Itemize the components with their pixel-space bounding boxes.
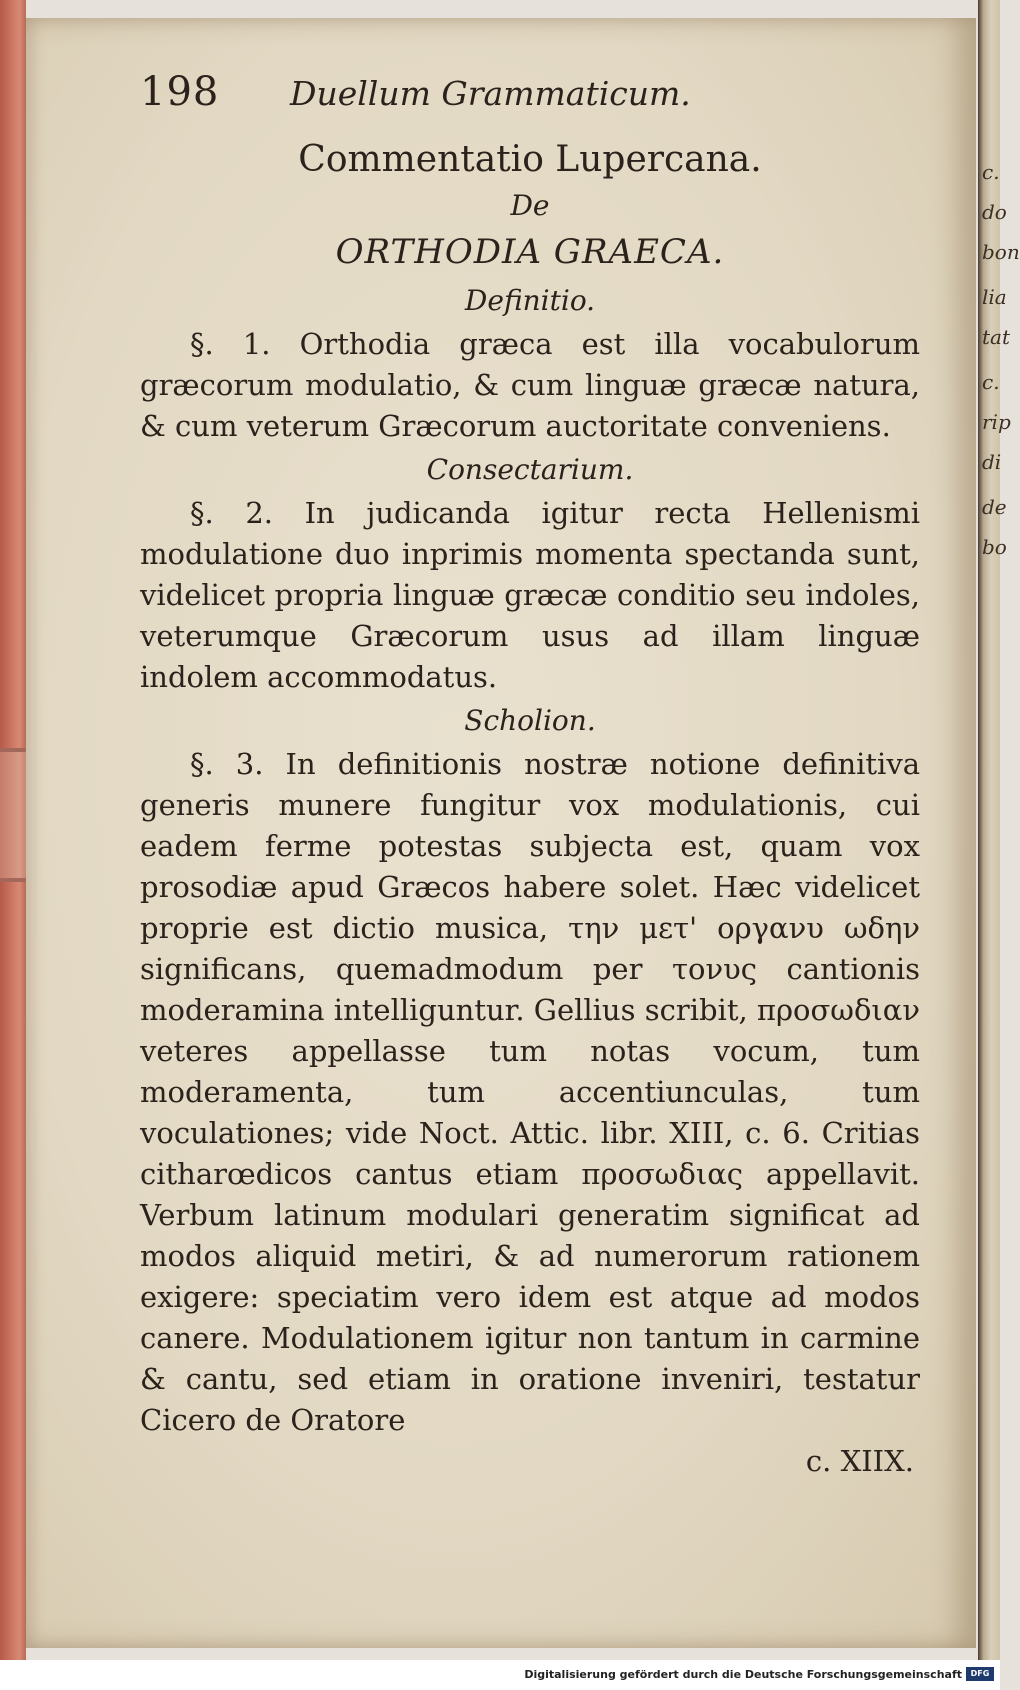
catchword: c. XIIX. [805,1444,914,1478]
page-header [140,69,920,134]
title-subject: ORTHODIA GRAECA. [335,232,725,272]
facing-page-fragment: rip [982,410,1011,434]
section-heading-definitio: Definitio. [464,284,596,317]
section-heading-scholion: Scholion. [464,704,596,737]
facing-page-fragment: do [982,200,1007,224]
page-number: 198 [140,69,220,115]
title-main: Commentatio Lupercana. [298,139,762,180]
facing-page-fragment: de [982,495,1007,519]
running-title: Duellum Grammaticum. [290,74,691,113]
paragraph-2: §. 2. In judicanda igitur recta Hellenismi modulatione duo inprimis momenta spectanda sunt, videlicet propria linguæ græcæ conditio seu indoles, veterumque Græcorum usus ad illam linguæ indolem accommodatus. [140,496,920,694]
facing-page-fragment: di [982,450,1002,474]
facing-page-fragment: bo [982,535,1007,559]
paragraph-1: §. 1. Orthodia græca est illa vocabulorum græcorum modulatio, & cum linguæ græcæ natura, & cum veterum Græcorum auctoritate conveniens. [140,327,920,443]
paragraph-3: §. 3. In definitionis nostræ notione definitiva generis munere fungitur vox modulationis, cui eadem ferme potestas subjecta est, quam vox prosodiæ apud Græcos habere solet. Hæc videlicet proprie est dictio musica, την μετ' οργανυ ωδην significans, quemadmodum per τονυς cantionis moderamina intelliguntur. Gellius scribit, προσωδιαν veteres appellasse tum notas vocum, tum moderamenta, tum accentiunculas, tum voculationes; vide Noct. Attic. libr. XIII, c. 6. Critias citharœdicos cantus etiam προσωδιας appellavit. Verbum latinum modulari generatim significat ad modos aliquid metiri, & ad numerorum rationem exigere: speciatim vero idem est atque ad modos canere. Modulationem igitur non tantum in carmine & cantu, sed etiam in oratione inveniri, testatur Cicero de Oratore [140,747,920,1437]
facing-page-fragment: bon [982,240,1020,264]
facing-page-fragment: tat [982,325,1010,349]
facing-page-edge [978,0,1020,1660]
facing-page-fragment: c. [982,370,1000,394]
text-column [140,69,920,1482]
section-heading-consectarium: Consectarium. [426,453,634,486]
footer-credit: Digitalisierung gefördert durch die Deutsche Forschungsgemeinschaft [524,1668,962,1681]
digitization-footer [0,1660,1000,1690]
facing-page-fragment: lia [982,285,1007,309]
facing-page-fragment: c. [982,160,1000,184]
title-de: De [510,189,550,222]
dfg-logo: DFG [966,1667,994,1681]
